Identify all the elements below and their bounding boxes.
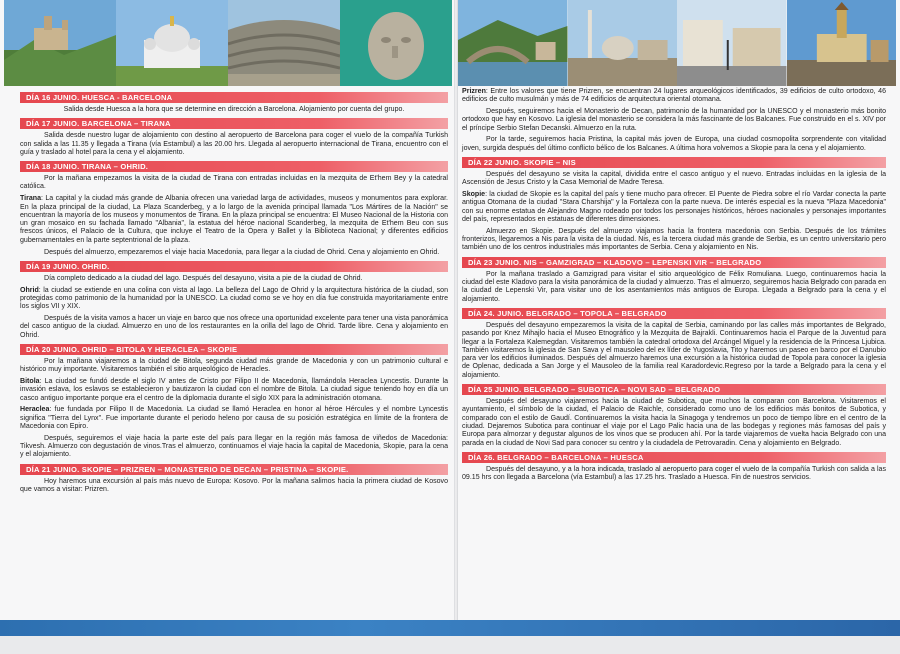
day-paragraph: Después de la visita vamos a hacer un viaje en barco que nos ofrece una oportunidad excelente para tener una vista panorámica del casco antiguo de la ciudad. Almuerzo en uno de los restaurantes en la orilla del lago de Ohrid. Tarde libre. Cena y alojamiento en Ohrid. (20, 315, 448, 339)
day-header: DÍA 24. JUNIO. BELGRADO – TOPOLA – BELGRADO (462, 308, 886, 319)
day-paragraph (20, 406, 448, 431)
day-paragraph (20, 195, 448, 245)
day-paragraph (20, 287, 448, 312)
day-paragraph: Después, seguiremos el viaje hacia la parte este del país para llegar en la región más famosa de viñedos de Macedonia: Tikvesh. Almuerzo con degustación de vinos.Tras el almuerzo, continuamos el viaje hacia la capital de Macedonia, Skopie, para la cena y el alojamiento. (20, 434, 448, 459)
day-header: DÍA 22 JUNIO. SKOPIE – NIS (462, 157, 886, 168)
day-header: DÍA 21 JUNIO. SKOPIE – PRIZREN – MONASTERIO DE DECAN – PRISTINA – SKOPIE. (20, 464, 448, 475)
day-paragraph: Por la mañana viajaremos a la ciudad de Bitola, segunda ciudad más grande de Macedonia y con un patrimonio cultural e histórico muy importante. Visitaremos también el sitio arqueológico de Heracles. (20, 357, 448, 374)
day-paragraph: Después del almuerzo, empezaremos el viaje hacia Macedonia, para llegar a la ciudad de Ohrid. Cena y alojamiento en Ohrid. (44, 248, 440, 256)
day-paragraph: Después, seguiremos hacia el Monasterio de Decan, patrimonio de la humanidad por la UNESCO y el monasterio más bonito ortodoxo que hay en Kosovo. La iglesia del monasterio se considera la más fascinante de los Balcanes. Fue construido en el s. XIV por el príncipe Serbio Stefan Decanski. Almuerzo en la ruta. (462, 108, 886, 132)
mosque-city-photo (568, 0, 678, 86)
day-paragraph: Hoy haremos una excursión al país más nuevo de Europa: Kosovo. Por la mañana salimos hacia la primera ciudad de Kosovo que vamos a visitar: Prizren. (20, 477, 448, 493)
day-paragraph: Almuerzo en Skopie. Después del almuerzo viajamos hacia la frontera macedonia con Serbia. Después de los trámites fronterizos, llegaremos a Nis para la visita de la ciudad. Nis, es la tercera ciudad más grande de Serbia, es un centro universitario pero también uno de los centros industriales más importantes de Serbia. Cena y alojamiento en Nis. (462, 227, 886, 252)
photo-strip-left (4, 0, 452, 86)
day-paragraph: Por la mañana empezamos la visita de la ciudad de Tirana con entradas incluidas en la mezquita de Et'hem Bey y la catedral católica. (20, 175, 448, 191)
place-name: Skopie (462, 191, 486, 199)
amphitheatre-photo (228, 0, 340, 86)
day-paragraph: Después del desayuno empezaremos la visita de la capital de Serbia, caminando por las calles más importantes de Belgrado, pasando por Knez Mihajlo hacia el Museo Etnográfico y la Mezquita de Bajrakli. Continuaremos hacia el Parque de la Juventud para llegar a la Fortaleza Kalemegdan. Visitaremos también la catedral ortodoxa del Arcángel Miguel y la residencia de la Princesa Ljubica. También visitaremos la iglesia de San Sava y el mausoleo del ex líder de Yugoslavia, Tito y haremos un paseo en barco por el Danubio para ver los edificios iluminados. Después del almuerzo haremos una excursión a la histórica ciudad de Topola para conocer la iglesia de Oplenac, dedicada a San Jorge y el Mausoleo de la familia real Karadordevic.Regreso por la tarde a Belgrado para la cena y el alojamiento. (462, 321, 886, 379)
place-name: Tirana (20, 195, 42, 203)
place-name: Prizren (462, 88, 486, 95)
day-paragraph (462, 191, 886, 224)
itinerary-right-column (462, 88, 886, 486)
place-name: Heraclea (20, 406, 50, 414)
day-paragraph: Salida desde Huesca a la hora que se determine en dirección a Barcelona. Alojamiento por cuenta del grupo. (63, 106, 405, 113)
day-header: DÍA 18 JUNIO. TIRANA – OHRID. (20, 161, 448, 172)
photo-strip-right (458, 0, 896, 86)
place-description: : la ciudad de Skopie es la capital del país y tiene mucho para ofrecer. El Puente de Piedra sobre el río Vardar conecta la parte antigua Otomana de la ciudad "Stara Charshija" y la Fortaleza con la parte nueva. De interés especial es la nueva "Plaza Macedonia" con su enorme estatua de Alejandro Magno rodeado por todos los personajes históricos, héroes nacionales y personajes importantes del país, representados en estatuas de diferentes dimensiones. (462, 191, 886, 224)
castle-photo (4, 0, 116, 86)
place-name: Ohrid (20, 286, 39, 294)
place-description: : La capital y la ciudad más grande de Albania ofrecen una variedad larga de actividades, museos y monumentos para explorar. En la plaza principal de la ciudad, La Plaza Scanderbeg, y a lo largo de la avenida principal llamada "Los Mártires de la Nación" se encuentran la mayoría de los museos y monumentos de Tirana. En la plaza principal se encuentra: El Museo Nacional de la Historia con un gran mosaico en su fachada llamado "Albania", la estatua del héroe nacional Scanderbeg, la mezquita de Et'hem Beu con sus frescos únicos, el Palacio de la Cultura, que incluye el Teatro de la Ópera y Ballet y la Biblioteca Nacional; y diferentes edificios gubernamentales en la parte septentrional de la plaza. (20, 195, 448, 244)
place-description: : la ciudad se extiende en una colina con vista al lago. La belleza del Lago de Ohrid y la arquitectura histórica de la ciudad, son protegidas como patrimonio de la humanidad por la UNESCO. La ciudad como se ve hoy en día fue construida mayoritariamente entre los siglos VII y XIX. (20, 286, 448, 311)
page-fold (454, 0, 458, 654)
place-name: Bitola (20, 378, 40, 386)
city-hall-photo (787, 0, 897, 86)
place-description: : Entre los valores que tiene Prizren, se encuentran 24 lugares arqueológicos identificados, 39 edificios de culto ortodoxo, 46 edificios de culto musulmán y más de 74 edificios de arquitectura oriental otomana. (462, 88, 886, 104)
day-paragraph (20, 378, 448, 403)
day-header: DÍA 20 JUNIO. OHRID – BITOLA Y HERACLEA – SKOPIE (20, 344, 448, 355)
day-header: DÍA 16 JUNIO. HUESCA - BARCELONA (20, 92, 448, 103)
day-paragraph: Después del desayuno viajaremos hacia la ciudad de Subotica, que muchos la comparan con Barcelona. Visitaremos el ayuntamiento, el símbolo de la ciudad, el Palacio de Raichle, considerado como uno de los edificios más bonitos de Subotica, y comparado con el estilo de Gaudí. Continuaremos la visita hacia la Sinagoga y tendremos un poco de tiempo libre en el centro de la ciudad. Dejaremos Subotica para continuar el viaje por el Lago Palic hacia una de las bodegas y regiones más famosas del país y Europa para almorzar y degustar algunos de los vinos que se producen ahí. Por la tarde viajaremos de vuelta hacia Belgrado con una parada en la ciudad de Novi Sad para conocer su centro y la ciudadela de Petrovaradin. Cena y alojamiento en Belgrado. (462, 398, 886, 447)
bottom-blue-band (0, 620, 900, 636)
day-paragraph: Día completo dedicado a la ciudad del lago. Después del desayuno, visita a pie de la ciudad de Ohrid. (44, 274, 363, 282)
day-paragraph: Después del desayuno, y a la hora indicada, traslado al aeropuerto para coger el vuelo de la compañía Turkish con salida a las 09.15 hrs con llegada a Barcelona (vía Estambul) a las 17.25 hrs. Traslado a Huesca. Fin de nuestros servicios. (462, 465, 886, 482)
day-paragraph: Después del desayuno se visita la capital, dividida entre el casco antiguo y el nuevo. Entradas incluidas en la iglesia de la Ascensión de Jesus Cristo y la Casa Memorial de Madre Teresa. (462, 171, 886, 187)
square-photo (677, 0, 787, 86)
day-paragraph: Por la mañana traslado a Gamzigrad para visitar el sitio arqueológico de Félix Romuliana. Luego, continuaremos hacia la ciudad del este Kladovo para la visita panorámica de la ciudad y almuerzo. Tras el almuerzo, seguiremos hacia Belgrado con parada en la ciudad de Lepenski Vir, para visitar uno de los asentamientos más antiguos de Europa. Llegada a Belgrado para la cena y el alojamiento. (462, 270, 886, 303)
day-header: DÍA 17 JUNIO. BARCELONA – TIRANA (20, 118, 448, 129)
day-paragraph: Salida desde nuestro lugar de alojamiento con destino al aeropuerto de Barcelona para coger el vuelo de la compañía Turkish con salida a las 11.35 y llegada a Tirana (vía Estambul) a las 20.00 hrs. Llegada al aeropuerto internacional de Tirana, encuentro con el guía y traslado al hotel para la cena y el alojamiento. (20, 132, 448, 156)
place-description: : La ciudad se fundó desde el siglo IV antes de Cristo por Filipo II de Macedonia, llamándola Heraclea Lyncestis. Durante la invasión eslava, los eslavos se establecieron y bautizaron la ciudad con el nombre de Bitola. La ciudad sigue teniendo hoy en día un casco antiguo importante porque era el centro de la diplomacia durante el siglo XIX para la administración otomana. (20, 378, 448, 402)
day-header: DÍA 25 JUNIO. BELGRADO – SUBOTICA – NOVI SAD – BELGRADO (462, 384, 886, 395)
day-paragraph: Por la tarde, seguiremos hacia Pristina, la capital más joven de Europa, una ciudad cosmopolita sorprendente con vitalidad joven, surgida después del último conflicto bélico de los Balcanes. A última hora volvemos a Skopie para la cena y el alojamiento. (462, 136, 886, 152)
place-description: : fue fundada por Filipo II de Macedonia. La ciudad se llamó Heraclea en honor al héroe Hércules y el nombre Lyncestis significa "Tierra del Lynx". Fue importante durante el periodo heleno por causa de su posición estratégica en límite de la frontera de Macedonia con Epiro. (20, 406, 448, 431)
day-header: DÍA 23 JUNIO. NIS – GAMZIGRAD – KLADOVO – LEPENSKI VIR – BELGRADO (462, 257, 886, 268)
cathedral-photo (116, 0, 228, 86)
day-header: DÍA 19 JUNIO. OHRID. (20, 261, 448, 272)
bridge-town-photo (458, 0, 568, 86)
itinerary-left-column (20, 88, 448, 498)
day-header: DÍA 26. BELGRADO – BARCELONA – HUESCA (462, 452, 886, 463)
statue-head-photo (340, 0, 452, 86)
day-paragraph (462, 88, 886, 105)
bottom-margin (0, 636, 900, 654)
